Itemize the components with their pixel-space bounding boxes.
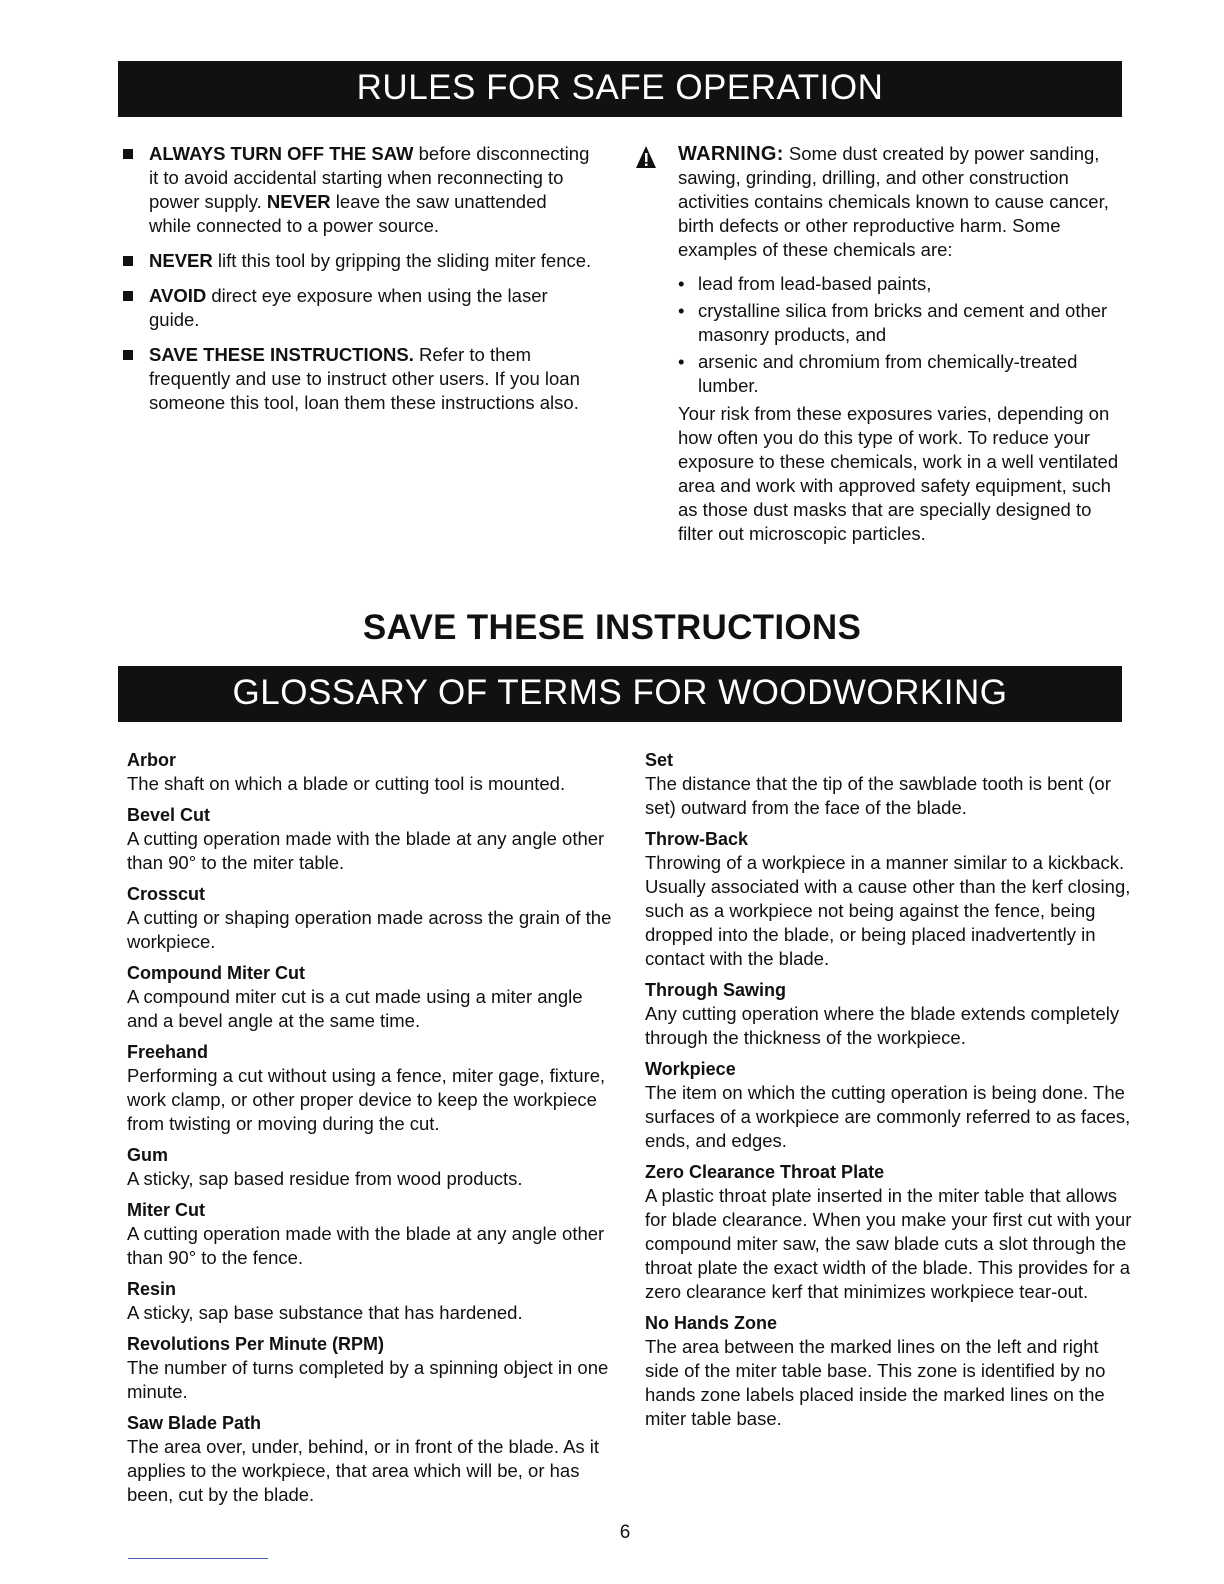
square-bullet-icon — [123, 350, 133, 360]
term-title: Throw-Back — [645, 829, 749, 849]
warning-label: WARNING: — [678, 143, 784, 165]
glossary-column-right — [645, 748, 1135, 1438]
rule-text: direct eye exposure when using the laser guide. — [149, 285, 548, 330]
page-number: 6 — [619, 1522, 631, 1543]
bullet-icon: • — [678, 273, 685, 294]
term-definition: A plastic throat plate inserted in the miter table that allows for blade clearance. When you make your first cut with your compound miter saw, the saw blade cuts a slot through the throat plate the exact width of the blade. This provides for a zero clearance kerf that minimizes workpiece tear-out. — [645, 1185, 1132, 1302]
glossary-entry — [127, 1332, 617, 1404]
section-banner-rules: RULES FOR SAFE OPERATION — [118, 61, 1122, 117]
glossary-entry — [645, 978, 1135, 1050]
rule-text: lift this tool by gripping the sliding miter fence. — [212, 250, 592, 271]
rule-text: Refer to them frequently and use to instruct other users. If you loan someone this tool, loan them these instructions also. — [149, 344, 580, 413]
glossary-entry — [645, 827, 1135, 971]
rule-text: before disconnecting it to avoid accidental starting when reconnecting to power supply. — [149, 143, 590, 212]
list-item — [678, 350, 1124, 398]
term-title: Resin — [127, 1279, 177, 1299]
term-definition: A cutting operation made with the blade at any angle other than 90° to the fence. — [127, 1223, 605, 1268]
list-item-text: crystalline silica from bricks and cement and other masonry products, and — [698, 300, 1108, 345]
term-title: Revolutions Per Minute (RPM) — [127, 1334, 385, 1354]
glossary-entry — [127, 1040, 617, 1136]
glossary-entry — [127, 882, 617, 954]
chemical-list — [634, 272, 1124, 398]
glossary-entry — [127, 961, 617, 1033]
term-definition: The number of turns completed by a spinning object in one minute. — [127, 1357, 609, 1402]
term-title: Compound Miter Cut — [127, 963, 305, 983]
rule-item — [122, 142, 592, 238]
term-definition: Performing a cut without using a fence, miter gage, fixture, work clamp, or other proper device to keep the workpiece from twisting or moving during the cut. — [127, 1065, 606, 1134]
list-item — [678, 299, 1124, 347]
warning-text: Some dust created by power sanding, sawing, grinding, drilling, and other construction activities contains chemicals known to cause cancer, birth defects or other reproductive harm. Some examples of these chemicals are: — [678, 143, 1109, 260]
term-definition: A cutting or shaping operation made across the grain of the workpiece. — [127, 907, 612, 952]
term-definition: The item on which the cutting operation is being done. The surfaces of a workpiece are commonly referred to as faces, ends, and edges. — [645, 1082, 1131, 1151]
list-item-text: arsenic and chromium from chemically-treated lumber. — [698, 351, 1078, 396]
glossary-entry — [645, 1160, 1135, 1304]
glossary-entry — [645, 1311, 1135, 1431]
term-title: Set — [645, 750, 674, 770]
term-title: Saw Blade Path — [127, 1413, 262, 1433]
term-title: Arbor — [127, 750, 176, 770]
glossary-entry — [127, 1198, 617, 1270]
rule-bold: AVOID — [149, 285, 207, 306]
term-definition: The distance that the tip of the sawblade tooth is bent (or set) outward from the face of the blade. — [645, 773, 1111, 818]
warning-block — [634, 142, 1124, 546]
rule-item — [122, 284, 592, 332]
rule-item — [122, 249, 592, 273]
term-definition: Throwing of a workpiece in a manner similar to a kickback. Usually associated with a cause other than the kerf closing, such as a workpiece not being against the fence, being dropped into the blade, or being placed inadvertently in contact with the blade. — [645, 852, 1131, 969]
rule-item — [122, 343, 592, 415]
square-bullet-icon — [123, 291, 133, 301]
glossary-entry — [127, 748, 617, 796]
list-item-text: lead from lead-based paints, — [698, 273, 932, 294]
term-title: Workpiece — [645, 1059, 736, 1079]
bullet-icon: • — [678, 300, 685, 321]
term-title: Bevel Cut — [127, 805, 211, 825]
term-definition: Any cutting operation where the blade extends completely through the thickness of the workpiece. — [645, 1003, 1120, 1048]
term-title: Miter Cut — [127, 1200, 205, 1220]
square-bullet-icon — [123, 256, 133, 266]
glossary-entry — [127, 803, 617, 875]
square-bullet-icon — [123, 149, 133, 159]
term-title: Freehand — [127, 1042, 209, 1062]
term-definition: The area over, under, behind, or in front of the blade. As it applies to the workpiece, that area which will be, or has been, cut by the blade. — [127, 1436, 600, 1505]
term-title: Through Sawing — [645, 980, 786, 1000]
warning-paragraph — [634, 142, 1124, 262]
glossary-entry — [127, 1277, 617, 1325]
term-title: Gum — [127, 1145, 169, 1165]
term-definition: A cutting operation made with the blade at any angle other than 90° to the miter table. — [127, 828, 605, 873]
rule-bold: ALWAYS TURN OFF THE SAW — [149, 143, 414, 164]
glossary-entry — [645, 1057, 1135, 1153]
term-definition: A compound miter cut is a cut made using a miter angle and a bevel angle at the same time. — [127, 986, 583, 1031]
list-item — [678, 272, 1124, 296]
term-definition: The area between the marked lines on the left and right side of the miter table base. This zone is identified by no hands zone labels placed inside the marked lines on the miter table base. — [645, 1336, 1106, 1429]
glossary-entry — [127, 1411, 617, 1507]
glossary-column-left — [127, 748, 617, 1514]
term-definition: A sticky, sap base substance that has hardened. — [127, 1302, 523, 1323]
glossary-entry — [645, 748, 1135, 820]
term-title: Zero Clearance Throat Plate — [645, 1162, 885, 1182]
save-instructions-heading: SAVE THESE INSTRUCTIONS — [362, 608, 862, 647]
rule-bold: NEVER — [149, 250, 213, 271]
rule-bold: NEVER — [266, 191, 331, 212]
warning-triangle-icon — [634, 144, 672, 174]
risk-paragraph: Your risk from these exposures varies, depending on how often you do this type of work. To reduce your exposure to these chemicals, work in a well ventilated area and work with approved safety equipment, such as those dust masks that are specially designed to filter out microscopic particles. — [678, 403, 1119, 544]
section-banner-glossary: GLOSSARY OF TERMS FOR WOODWORKING — [118, 666, 1122, 722]
rule-text: leave the saw unattended while connected to a power source. — [149, 191, 547, 236]
bullet-icon: • — [678, 351, 685, 372]
term-definition: The shaft on which a blade or cutting tool is mounted. — [127, 773, 566, 794]
footer-divider — [128, 1558, 268, 1559]
rules-list — [122, 142, 592, 426]
term-definition: A sticky, sap based residue from wood products. — [127, 1168, 523, 1189]
term-title: Crosscut — [127, 884, 206, 904]
glossary-entry — [127, 1143, 617, 1191]
rule-bold: SAVE THESE INSTRUCTIONS. — [149, 344, 414, 365]
term-title: No Hands Zone — [645, 1313, 778, 1333]
